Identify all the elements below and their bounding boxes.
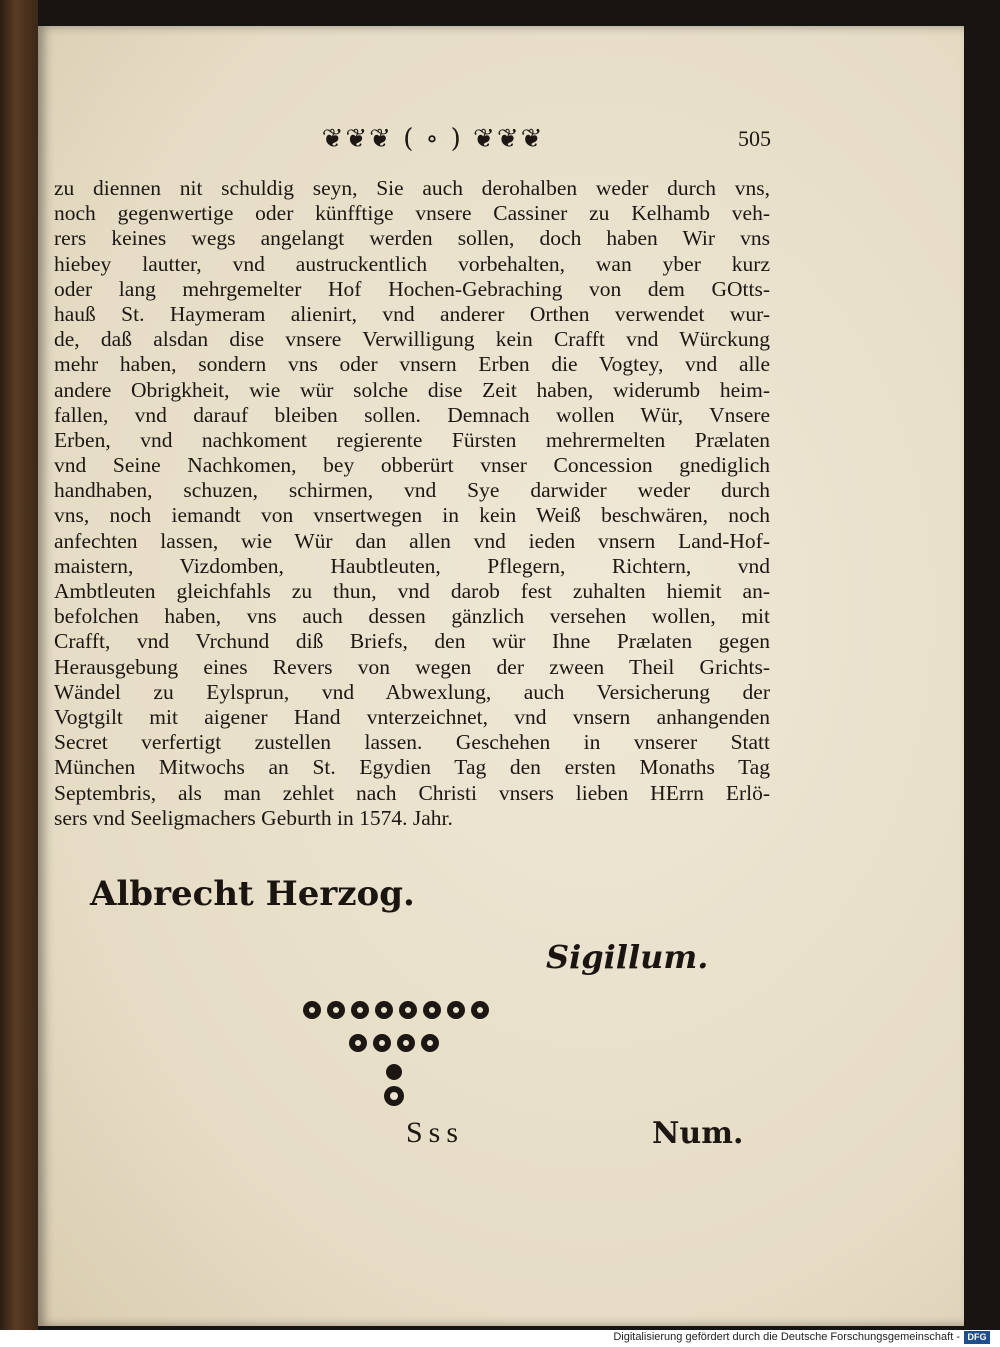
text-line: hauß St. Haymeram alienirt, vnd anderer Orthen verwendet wur- xyxy=(54,301,770,326)
body-text xyxy=(54,176,770,831)
book-spine-edge xyxy=(0,0,38,1330)
printers-ornament-icon xyxy=(300,998,500,1108)
book-page xyxy=(38,26,964,1326)
dfg-logo: DFG xyxy=(964,1331,990,1344)
text-line: Erben, vnd nachkoment regierente Fürsten mehrermelten Prælaten xyxy=(54,427,770,452)
text-line: fallen, vnd darauf bleiben sollen. Demnach wollen Wür, Vnsere xyxy=(54,402,770,427)
text-line: oder lang mehrgemelter Hof Hochen-Gebraching von dem GOtts- xyxy=(54,276,770,301)
footer-credit: Digitalisierung gefördert durch die Deutsche Forschungsgemeinschaft - xyxy=(613,1331,960,1343)
text-line: Crafft, vnd Vrchund diß Briefs, den wür Ihne Prælaten gegen xyxy=(54,629,770,654)
text-line: Ambtleuten gleichfahls zu thun, vnd darob fest zuhalten hiemit an- xyxy=(54,579,770,603)
text-line: handhaben, schuzen, schirmen, vnd Sye darwider weder durch xyxy=(54,478,770,503)
signature-mark: Sss xyxy=(406,1116,465,1149)
text-line: noch gegenwertige oder künfftige vnsere Cassiner zu Kelhamb veh- xyxy=(54,201,770,226)
text-line: mehr haben, sondern vns oder vnsern Erben die Vogtey, vnd alle xyxy=(54,352,770,377)
running-head-ornament: ❦❦❦ ( ∘ ) ❦❦❦ xyxy=(321,124,545,154)
text-line: vnd Seine Nachkomen, bey obberürt vnser Concession gnediglich xyxy=(54,453,770,478)
text-line: sers vnd Seeligmachers Geburth in 1574. Jahr. xyxy=(54,805,453,830)
text-line: anfechten lassen, wie Wür dan allen vnd ieden vnsern Land-Hof- xyxy=(54,528,770,553)
seal-label: Sigillum. xyxy=(546,938,709,976)
text-line: hiebey lautter, vnd austruckentlich vorbehalten, wan yber kurz xyxy=(54,251,770,276)
text-line: Septembris, als man zehlet nach Christi vnsers lieben HErrn Erlö- xyxy=(54,780,770,805)
text-line: Herausgebung eines Revers von wegen der zween Theil Grichts- xyxy=(54,654,770,679)
text-line: München Mitwochs an St. Egydien Tag den ersten Monaths Tag xyxy=(54,755,770,780)
text-line: Secret verfertigt zustellen lassen. Geschehen in vnserer Statt xyxy=(54,730,770,755)
text-line: de, daß alsdan dise vnsere Verwilligung kein Crafft vnd Würckung xyxy=(54,327,770,352)
catchword: Num. xyxy=(652,1116,744,1151)
text-line: rers keines wegs angelangt werden sollen, doch haben Wir vns xyxy=(54,226,770,251)
text-line: Wändel zu Eylsprun, vnd Abwexlung, auch Versicherung der xyxy=(54,679,770,704)
text-line: befolchen haben, vns auch dessen gänzlich versehen wollen, mit xyxy=(54,604,770,629)
page-number: 505 xyxy=(738,126,771,151)
text-line: vns, noch iemandt von vnsertwegen in kein Weiß beschwären, noch xyxy=(54,503,770,528)
text-line: zu diennen nit schuldig seyn, Sie auch derohalben weder durch vns, xyxy=(54,176,770,200)
text-line: maistern, Vizdomben, Haubtleuten, Pflegern, Richtern, vnd xyxy=(54,553,770,578)
signature: Albrecht Herzog. xyxy=(90,874,415,914)
text-line: andere Obrigkheit, wie wür solche dise Zeit haben, widerumb heim- xyxy=(54,377,770,402)
text-line: Vogtgilt mit aigener Hand vnterzeichnet, vnd vnsern anhangenden xyxy=(54,704,770,729)
